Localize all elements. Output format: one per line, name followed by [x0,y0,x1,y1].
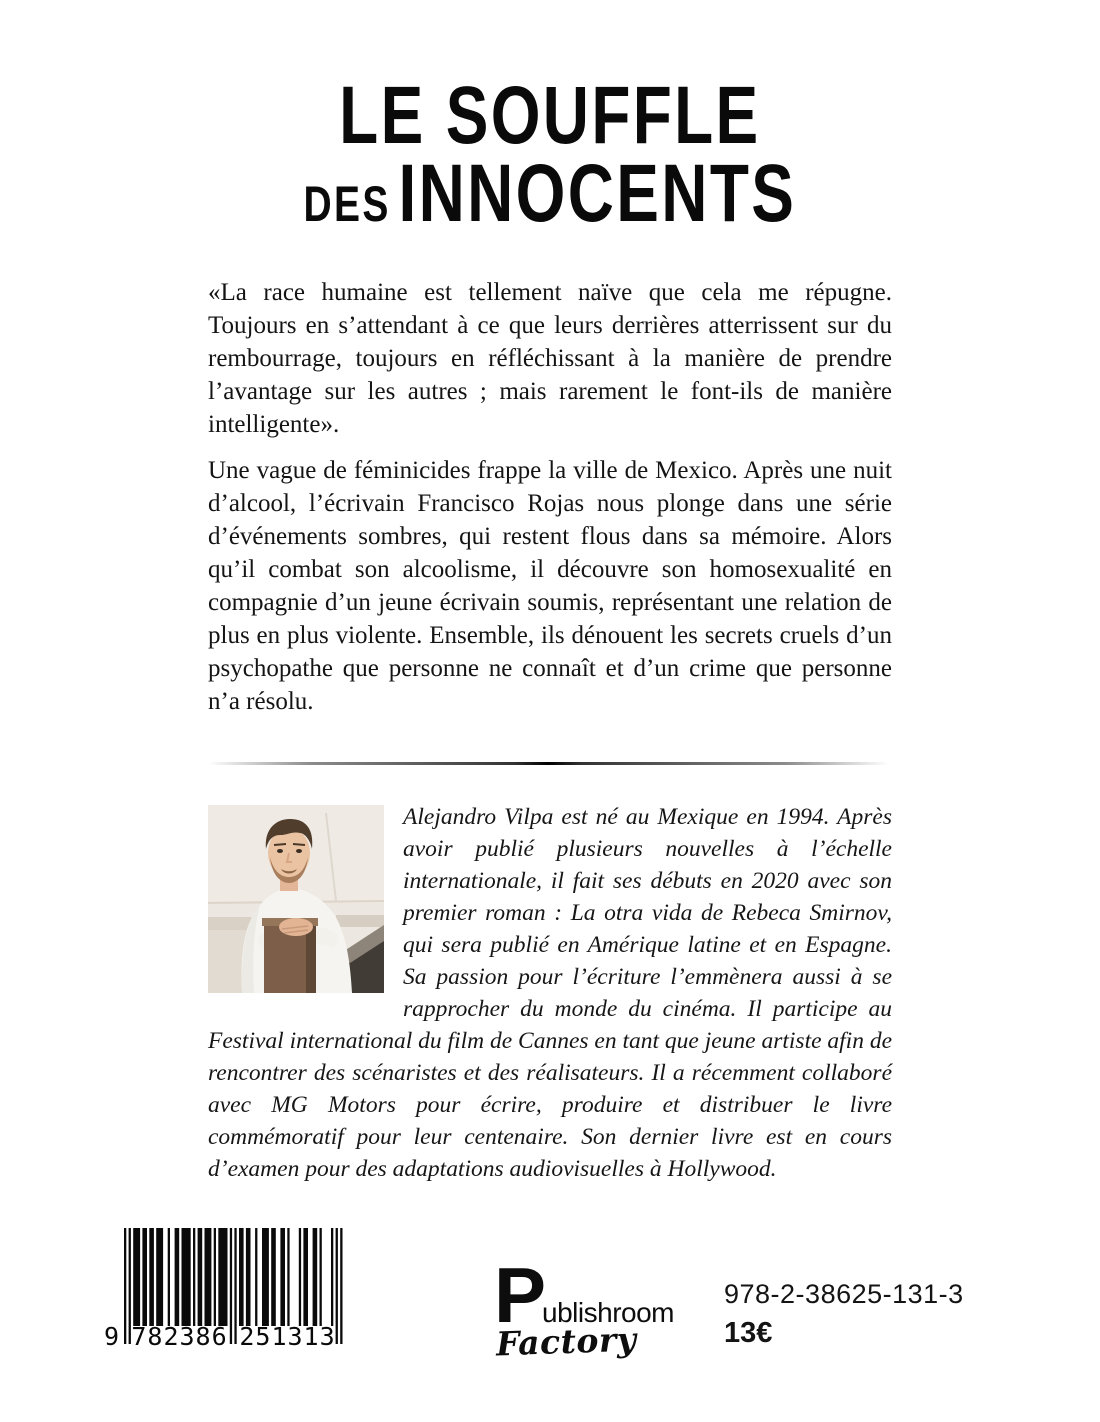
author-section [208,801,892,1185]
author-bio-paragraph: Alejandro Vilpa est né au Mexique en 1994. Après avoir publié plusieurs nouvelles à l’échelle internationale, il fait ses débuts en 2020 avec son premier roman : La otra vida de Rebeca Smirnov, qui sera publié en Amérique latine et en Espagne. Sa passion pour l’écriture l’emmènera aussi à se rapprocher du monde du cinéma. Il participe au Festival international du film de Cannes en tant que jeune artiste afin de rencontrer des scénaristes et des réalisateurs. Il a récemment collaboré avec MG Motors pour écrire, produire et distribuer le livre commémoratif pour leur centenaire. Son dernier livre est en cours d’examen pour des adaptations audiovisuelles à Hollywood. [208,804,893,1182]
book-title-line1: LE SOUFFLE [339,70,761,161]
barcode-digit-lead: 9 [103,1322,121,1351]
book-title-des: DES [303,176,391,232]
book-title-innocents: INNOCENTS [398,148,797,239]
isbn-number: 978-2-38625-131-3 [724,1279,964,1309]
quote-paragraph: «La race humaine est tellement naïve que cela me répugne. Toujours en s’attendant à ce que leurs derrières atterrissent sur du rembourrage, toujours en réfléchissant à la manière de prendre l’avantage sur les autres ; mais rarement le font-ils de manière intelligente». [208,279,892,438]
back-cover-text [208,276,892,1185]
isbn-price-block [724,1279,964,1350]
publisher-logo-p: P [494,1251,545,1339]
barcode [103,1228,348,1358]
section-divider [208,762,888,765]
author-photo [208,805,384,993]
publisher-logo-ublishroom: ublishroom [542,1297,674,1328]
title-block [0,0,1100,244]
barcode-digits-group1: 782386 [131,1322,228,1351]
publisher-logo-factory: Factory [495,1319,638,1364]
price: 13€ [724,1317,773,1349]
book-title-line2 [303,148,797,244]
publisher-logo [494,1251,694,1373]
author-portrait-illustration [208,805,384,993]
synopsis-paragraph: Une vague de féminicides frappe la ville de Mexico. Après une nuit d’alcool, l’écrivain Francisco Rojas nous plonge dans une série d’événements sombres, qui restent flous dans sa mémoire. Alors qu’il combat son alcoolisme, il découvre son homosexualité en compagnie d’un jeune écrivain soumis, représentant une relation de plus en plus violente. Ensemble, ils dénouent les secrets cruels d’un psychopathe que personne ne connaît et d’un crime que personne n’a résolu. [208,457,892,715]
barcode-digits-group2: 251313 [239,1322,336,1351]
